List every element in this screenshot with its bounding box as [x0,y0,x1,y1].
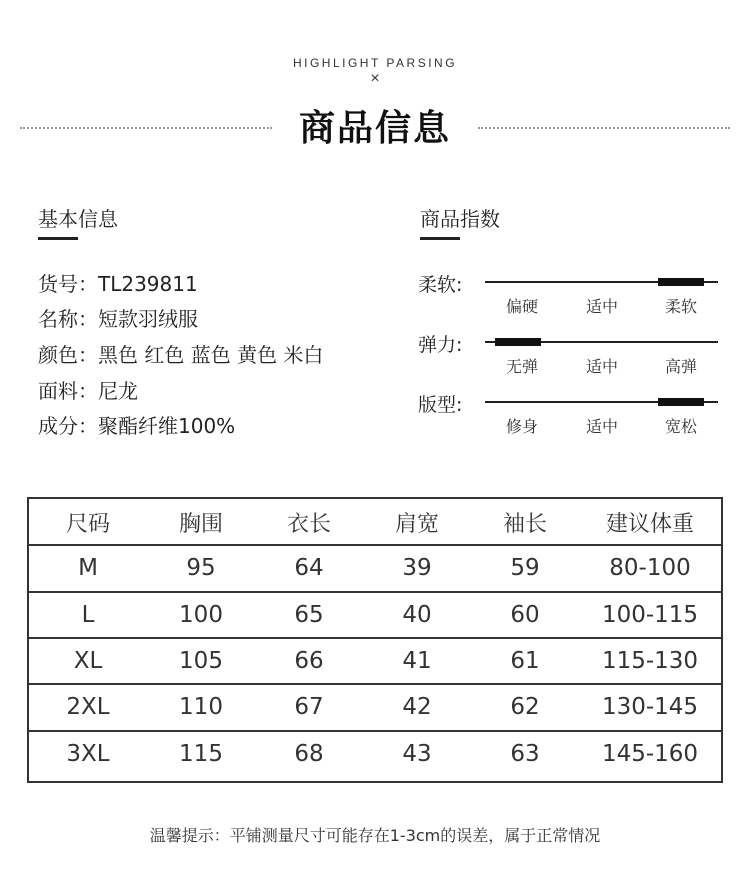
index-scale-option: 适中 [585,297,618,316]
index-scale-option: 适中 [585,357,618,376]
index-scale-marker [658,278,704,286]
product-index-title: 商品指数 [420,207,500,231]
table-cell: 60 [510,601,540,628]
table-row [29,592,721,638]
table-cell: 95 [186,555,216,582]
index-label: 版型: [418,394,463,416]
table-row [29,638,721,684]
index-scale-marker [495,338,541,346]
info-item-fabric: 面料：尼龙 [38,379,138,403]
page-title: 商品信息 [298,108,451,149]
table-cell: 145-160 [601,740,699,767]
table-cell: 66 [294,648,324,675]
index-scale-option: 柔软 [664,297,697,316]
info-item-number: 货号：TL239811 [38,272,198,296]
table-cell: 100-115 [601,601,699,628]
table-cell: 41 [402,648,432,675]
index-scale-option: 无弹 [505,357,538,376]
table-header-cell: 衣长 [286,511,331,537]
table-header-cell: 尺码 [65,511,110,537]
basic-info-title: 基本信息 [38,207,118,231]
table-cell: 105 [179,648,223,675]
header-divider-right [478,127,730,129]
table-header-cell: 建议体重 [605,511,694,537]
index-label: 弹力: [418,334,463,356]
table-cell: 115 [179,740,223,767]
table-cell: 2XL [66,694,110,721]
table-cell: 63 [510,740,540,767]
index-scale-option: 偏硬 [505,297,538,316]
table-cell: 43 [402,740,432,767]
table-cell: 80-100 [609,555,691,582]
index-scale-option: 高弹 [664,357,697,376]
table-cell: 42 [402,694,432,721]
table-cell: 39 [402,555,432,582]
table-header-cell: 胸围 [178,511,223,537]
table-cell: 64 [294,555,324,582]
table-row [29,684,721,730]
table-cell: 115-130 [601,648,699,675]
table-cell: 130-145 [601,694,699,721]
table-cell: XL [73,648,103,675]
table-row [29,731,721,777]
table-header-cell: 袖长 [502,511,547,537]
table-cell: 110 [179,694,223,721]
size-table [27,497,723,783]
index-scale-option: 适中 [585,417,618,436]
header-subtitle: HIGHLIGHT PARSING [292,56,458,70]
measurement-note: 温馨提示：平铺测量尺寸可能存在1-3cm的误差，属于正常情况 [149,826,601,845]
index-scale-option: 修身 [505,417,538,436]
product-index-underline [420,237,460,240]
table-cell: 59 [510,555,540,582]
table-header-cell: 肩宽 [394,511,439,537]
index-label: 柔软: [418,274,463,296]
table-cell: 100 [179,601,223,628]
header-cross: × [370,70,380,87]
table-cell: 61 [510,648,540,675]
table-row [29,545,721,591]
basic-info-underline [38,237,78,240]
info-item-colors: 颜色：黑色 红色 蓝色 黄色 米白 [38,343,324,367]
table-cell: 65 [294,601,324,628]
table-cell: 62 [510,694,540,721]
index-scale-marker [658,398,704,406]
table-cell: M [78,555,98,582]
table-cell: 3XL [66,740,110,767]
table-cell: L [81,601,95,628]
table-cell: 67 [294,694,324,721]
info-item-name: 名称：短款羽绒服 [38,307,198,331]
table-header-row [29,499,721,545]
table-cell: 40 [402,601,432,628]
index-scale-option: 宽松 [664,417,697,436]
table-cell: 68 [294,740,324,767]
info-item-composition: 成分：聚酯纤维100% [38,414,236,438]
